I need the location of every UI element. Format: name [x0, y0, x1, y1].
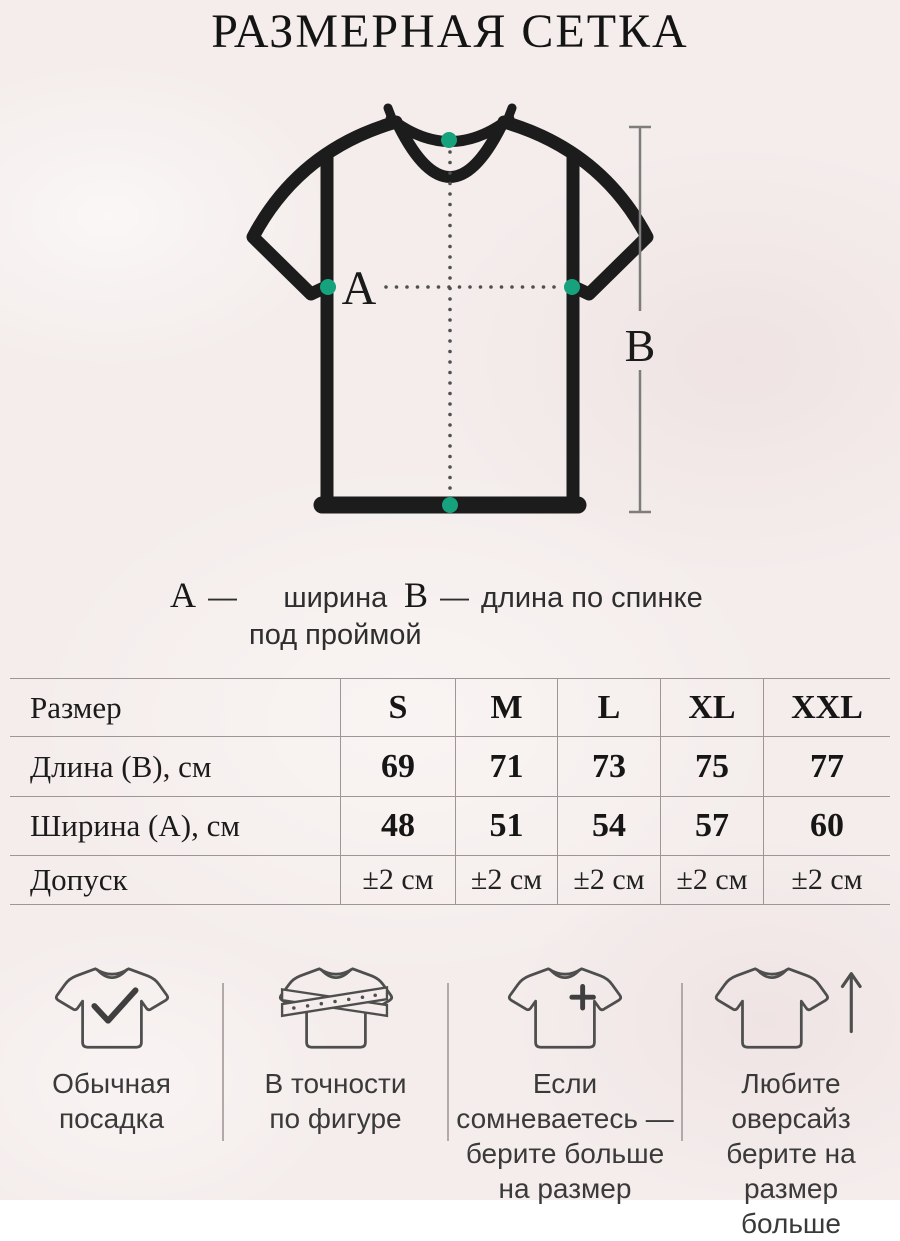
length-xl: 75	[660, 736, 763, 796]
legend-a-letter: А	[170, 575, 196, 615]
tolerance-xxl: ±2 см	[763, 855, 890, 905]
dot-neck	[441, 132, 457, 148]
diagram-label-b: B	[624, 320, 656, 371]
tolerance-l: ±2 см	[557, 855, 660, 905]
fit-guide	[0, 958, 900, 1241]
check-mark	[94, 990, 135, 1020]
guide-caption-line: Если сомневаетесь —	[456, 1068, 674, 1134]
length-m: 71	[455, 736, 557, 796]
tshirt-arrow-icon	[713, 959, 870, 1057]
dot-armpit-left	[320, 279, 336, 295]
up-arrow	[842, 974, 860, 1032]
legend-b-letter: В	[404, 575, 429, 615]
legend-width	[170, 576, 422, 654]
size-table	[10, 678, 890, 905]
plus-mark	[572, 986, 594, 1008]
guide-item-regular-fit	[0, 958, 223, 1241]
tolerance-xl: ±2 см	[660, 855, 763, 905]
length-xxl: 77	[763, 736, 890, 796]
row-label-width: Ширина (А), см	[10, 796, 340, 855]
row-label-tolerance: Допуск	[10, 855, 340, 905]
guide-divider	[681, 983, 683, 1141]
legend-length	[404, 576, 703, 617]
tshirt-check-icon	[52, 959, 172, 1057]
guide-caption-line: на размер	[498, 1173, 632, 1204]
width-l: 54	[557, 796, 660, 855]
size-col-xxl: XXL	[763, 678, 890, 736]
legend-a-dash: —	[208, 582, 237, 614]
guide-caption-line: больше	[741, 1208, 841, 1239]
guide-divider	[222, 983, 224, 1141]
guide-caption-line: берите больше	[465, 1138, 665, 1169]
diagram-label-a: A	[341, 262, 377, 315]
tolerance-s: ±2 см	[340, 855, 455, 905]
legend-b-dash: —	[440, 582, 470, 614]
size-col-m: M	[455, 678, 557, 736]
tolerance-m: ±2 см	[455, 855, 557, 905]
guide-caption-line: В точности	[264, 1068, 407, 1099]
size-col-xl: XL	[660, 678, 763, 736]
guide-item-take-bigger	[448, 958, 682, 1241]
guide-caption-line: берите на размер	[726, 1138, 856, 1204]
legend-a-line1: ширина	[283, 582, 388, 614]
size-col-s: S	[340, 678, 455, 736]
width-xxl: 60	[763, 796, 890, 855]
size-col-l: L	[557, 678, 660, 736]
width-m: 51	[455, 796, 557, 855]
guide-divider	[447, 983, 449, 1141]
guide-caption-line: Любите оверсайз	[731, 1068, 851, 1134]
tshirt-plus-icon	[505, 959, 625, 1057]
width-s: 48	[340, 796, 455, 855]
dot-hem	[442, 497, 458, 513]
legend-a-line2: под проймой	[249, 619, 422, 651]
length-s: 69	[340, 736, 455, 796]
dot-armpit-right	[564, 279, 580, 295]
length-l: 73	[557, 736, 660, 796]
guide-caption-line: посадка	[58, 1103, 165, 1134]
page-title: РАЗМЕРНАЯ СЕТКА	[211, 5, 689, 58]
guide-caption-line: по фигуре	[269, 1103, 402, 1134]
guide-item-oversize	[682, 958, 900, 1241]
size-table-header: Размер	[10, 678, 340, 736]
guide-caption-line: Обычная	[52, 1068, 171, 1099]
width-xl: 57	[660, 796, 763, 855]
legend-b-text: длина по спинке	[481, 582, 703, 614]
guide-item-exact-fit	[223, 958, 448, 1241]
tshirt-tape-icon	[276, 959, 396, 1057]
row-label-length: Длина (В), см	[10, 736, 340, 796]
dotted-measure-lines	[334, 152, 564, 496]
